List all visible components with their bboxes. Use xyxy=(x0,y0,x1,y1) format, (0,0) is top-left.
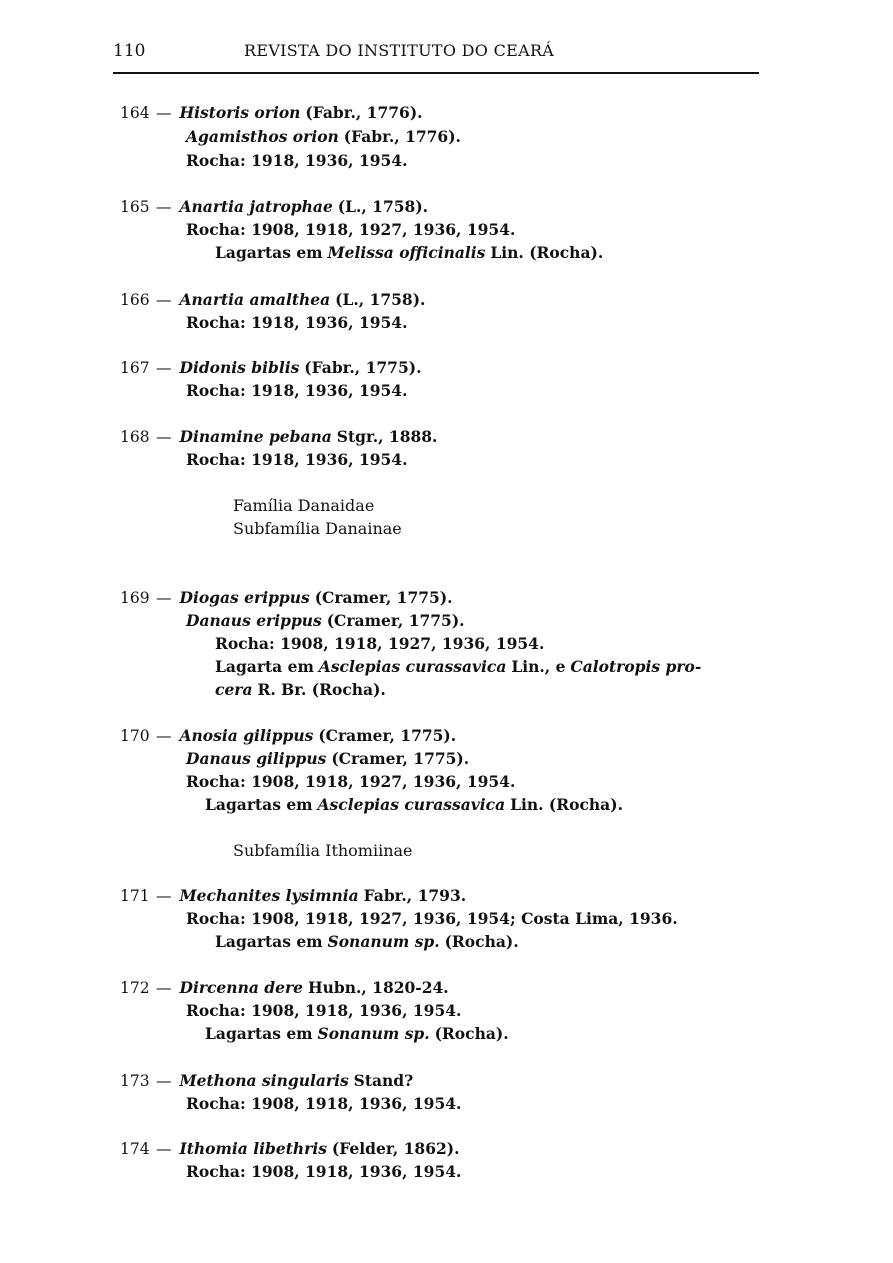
entry-number: 169 xyxy=(120,589,150,607)
note-prefix: Lagarta em xyxy=(215,657,314,676)
page-header xyxy=(113,38,759,74)
entry-174-heading xyxy=(120,1139,460,1159)
note-species: Asclepias curassavica xyxy=(317,795,506,814)
note-species: Sonanum sp. xyxy=(327,932,440,951)
entry-166-rocha: Rocha: 1918, 1936, 1954. xyxy=(186,313,408,332)
synonym-author: (Cramer, 1775). xyxy=(326,611,465,630)
entry-dash: — xyxy=(156,291,172,309)
running-title: REVISTA DO INSTITUTO DO CEARÁ xyxy=(244,41,555,60)
entry-166-heading xyxy=(120,290,425,310)
note-suffix: R. Br. (Rocha). xyxy=(257,680,386,699)
species-author: Hubn., 1820-24. xyxy=(307,978,449,997)
species-name: Didonis biblis xyxy=(179,358,300,377)
entry-168-rocha: Rocha: 1918, 1936, 1954. xyxy=(186,450,408,469)
entry-164-synonym xyxy=(186,127,461,147)
note-prefix: Lagartas em xyxy=(205,795,313,814)
species-author: Stgr., 1888. xyxy=(336,427,438,446)
entry-dash: — xyxy=(156,104,172,122)
entry-number: 167 xyxy=(120,359,150,377)
entry-171-note xyxy=(215,932,519,952)
entry-169-note xyxy=(215,657,701,677)
entry-dash: — xyxy=(156,1072,172,1090)
entry-173-heading xyxy=(120,1071,413,1091)
entry-dash: — xyxy=(156,887,172,905)
page-number: 110 xyxy=(113,41,146,61)
entry-dash: — xyxy=(156,428,172,446)
synonym-name: Danaus gilippus xyxy=(186,749,327,768)
entry-172-rocha: Rocha: 1908, 1918, 1936, 1954. xyxy=(186,1001,462,1020)
entry-dash: — xyxy=(156,979,172,997)
entry-number: 170 xyxy=(120,727,150,745)
species-name: Ithomia libethris xyxy=(179,1139,327,1158)
entry-167-rocha: Rocha: 1918, 1936, 1954. xyxy=(186,381,408,400)
note-species: Asclepias curassavica xyxy=(318,657,507,676)
entry-167-heading xyxy=(120,358,421,378)
family-heading: Família Danaidae xyxy=(233,496,375,515)
entry-number: 171 xyxy=(120,887,150,905)
synonym-name: Agamisthos orion xyxy=(186,127,339,146)
entry-number: 168 xyxy=(120,428,150,446)
note-mid: Lin., e xyxy=(511,657,566,676)
entry-170-note xyxy=(205,795,623,815)
entry-number: 166 xyxy=(120,291,150,309)
entry-173-rocha: Rocha: 1908, 1918, 1936, 1954. xyxy=(186,1094,462,1113)
note-suffix: Lin. (Rocha). xyxy=(490,243,604,262)
entry-165-note xyxy=(215,243,603,263)
species-name: Anartia jatrophae xyxy=(179,197,333,216)
species-name: Mechanites lysimnia xyxy=(179,886,359,905)
subfamily-heading-ithomiinae: Subfamília Ithomiinae xyxy=(233,841,413,860)
species-author: (L., 1758). xyxy=(337,197,429,216)
entry-number: 172 xyxy=(120,979,150,997)
species-author: Stand? xyxy=(353,1071,414,1090)
note-suffix: (Rocha). xyxy=(434,1024,509,1043)
entry-168-heading xyxy=(120,427,437,447)
note-prefix: Lagartas em xyxy=(205,1024,313,1043)
entry-169-heading xyxy=(120,588,453,608)
note-species: Sonanum sp. xyxy=(317,1024,430,1043)
species-name: Historis orion xyxy=(179,103,301,122)
note-suffix: Lin. (Rocha). xyxy=(510,795,623,814)
entry-dash: — xyxy=(156,198,172,216)
species-name: Dircenna dere xyxy=(179,978,304,997)
entry-171-rocha: Rocha: 1908, 1918, 1927, 1936, 1954; Costa Lima, 1936. xyxy=(186,909,678,928)
entry-170-heading xyxy=(120,726,456,746)
entry-164-heading xyxy=(120,103,423,123)
entry-170-synonym xyxy=(186,749,469,769)
species-author: (L., 1758). xyxy=(335,290,426,309)
entry-number: 164 xyxy=(120,104,150,122)
entry-169-synonym xyxy=(186,611,465,631)
note-prefix: Lagartas em xyxy=(215,243,323,262)
species-author: (Cramer, 1775). xyxy=(318,726,457,745)
species-name: Anosia gilippus xyxy=(179,726,314,745)
entry-169-rocha: Rocha: 1908, 1918, 1927, 1936, 1954. xyxy=(215,634,545,653)
note-species-2: Calotropis pro- xyxy=(570,657,702,676)
entry-165-rocha: Rocha: 1908, 1918, 1927, 1936, 1954. xyxy=(186,220,516,239)
note-species-2-cont: cera xyxy=(215,680,253,699)
synonym-name: Danaus erippus xyxy=(186,611,322,630)
species-name: Methona singularis xyxy=(179,1071,349,1090)
note-suffix: (Rocha). xyxy=(444,932,519,951)
entry-171-heading xyxy=(120,886,466,906)
entry-172-note xyxy=(205,1024,509,1044)
entry-165-heading xyxy=(120,197,428,217)
note-prefix: Lagartas em xyxy=(215,932,323,951)
species-author: (Fabr., 1776). xyxy=(305,103,423,122)
synonym-author: (Fabr., 1776). xyxy=(343,127,461,146)
entry-number: 174 xyxy=(120,1140,150,1158)
entry-number: 173 xyxy=(120,1072,150,1090)
entry-170-rocha: Rocha: 1908, 1918, 1927, 1936, 1954. xyxy=(186,772,516,791)
entry-164-rocha: Rocha: 1918, 1936, 1954. xyxy=(186,151,408,170)
entry-dash: — xyxy=(156,359,172,377)
entry-dash: — xyxy=(156,589,172,607)
synonym-author: (Cramer, 1775). xyxy=(331,749,470,768)
species-name: Anartia amalthea xyxy=(179,290,331,309)
entry-169-note-cont xyxy=(215,680,386,700)
note-species: Melissa officinalis xyxy=(327,243,486,262)
species-name: Dinamine pebana xyxy=(179,427,332,446)
entry-dash: — xyxy=(156,1140,172,1158)
species-author: Fabr., 1793. xyxy=(363,886,467,905)
entry-dash: — xyxy=(156,727,172,745)
species-author: (Cramer, 1775). xyxy=(314,588,453,607)
entry-172-heading xyxy=(120,978,449,998)
entry-174-rocha: Rocha: 1908, 1918, 1936, 1954. xyxy=(186,1162,462,1181)
subfamily-heading-danainae: Subfamília Danainae xyxy=(233,519,402,538)
species-author: (Fabr., 1775). xyxy=(304,358,422,377)
species-name: Diogas erippus xyxy=(179,588,310,607)
entry-number: 165 xyxy=(120,198,150,216)
species-author: (Felder, 1862). xyxy=(331,1139,460,1158)
